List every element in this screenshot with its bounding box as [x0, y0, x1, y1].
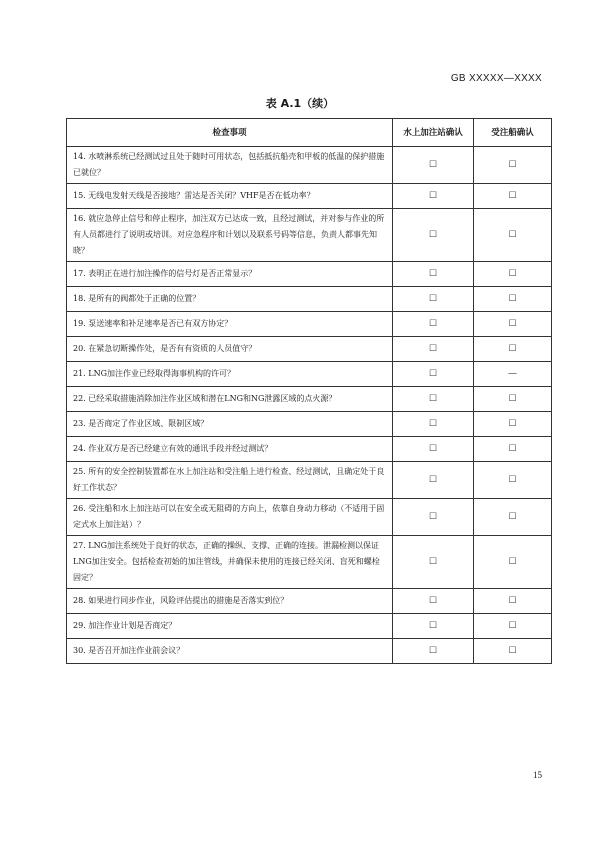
ship-checkbox[interactable]: ☐ — [474, 462, 552, 499]
check-item-text: 14. 水喷淋系统已经测试过且处于随时可用状态，包括抵抗船壳和甲板的低温的保护措施已就位？ — [67, 147, 393, 184]
table-row — [67, 287, 552, 312]
ship-not-applicable: — — [474, 362, 552, 387]
station-checkbox[interactable]: ☐ — [393, 262, 474, 287]
station-checkbox[interactable]: ☐ — [393, 614, 474, 639]
page-number: 15 — [533, 770, 542, 780]
ship-checkbox[interactable]: ☐ — [474, 639, 552, 664]
table-row — [67, 262, 552, 287]
ship-checkbox[interactable]: ☐ — [474, 262, 552, 287]
check-item-text: 18. 是所有的阀都处于正确的位置？ — [67, 287, 393, 312]
ship-checkbox[interactable]: ☐ — [474, 412, 552, 437]
station-checkbox[interactable]: ☐ — [393, 412, 474, 437]
table-row — [67, 209, 552, 262]
ship-checkbox[interactable]: ☐ — [474, 209, 552, 262]
ship-checkbox[interactable]: ☐ — [474, 614, 552, 639]
station-checkbox[interactable]: ☐ — [393, 499, 474, 536]
check-item-text: 15. 无线电发射天线是否接地？雷达是否关闭？VHF是否在低功率？ — [67, 184, 393, 209]
header-check-item: 检查事项 — [67, 119, 393, 147]
table-row — [67, 589, 552, 614]
station-checkbox[interactable]: ☐ — [393, 184, 474, 209]
ship-checkbox[interactable]: ☐ — [474, 287, 552, 312]
check-item-text: 22. 已经采取措施消除加注作业区域和潜在LNG和NG泄露区域的点火源？ — [67, 387, 393, 412]
table-row — [67, 639, 552, 664]
table-caption: 表 A.1（续） — [265, 97, 335, 110]
check-item-text: 23. 是否商定了作业区域、限制区域？ — [67, 412, 393, 437]
ship-checkbox[interactable]: ☐ — [474, 147, 552, 184]
checklist-table — [66, 118, 552, 664]
station-checkbox[interactable]: ☐ — [393, 437, 474, 462]
station-checkbox[interactable]: ☐ — [393, 387, 474, 412]
ship-checkbox[interactable]: ☐ — [474, 499, 552, 536]
ship-checkbox[interactable]: ☐ — [474, 312, 552, 337]
ship-checkbox[interactable]: ☐ — [474, 536, 552, 589]
check-item-text: 27. LNG加注系统处于良好的状态，正确的操纵、支撑、正确的连接。泄漏检测以保证LNG加注安全。包括检查初始的加注管线，并确保未使用的连接已经关闭、盲死和螺栓固定？ — [67, 536, 393, 589]
check-item-text: 30. 是否召开加注作业前会议？ — [67, 639, 393, 664]
check-item-text: 17. 表明正在进行加注操作的信号灯是否正常显示？ — [67, 262, 393, 287]
station-checkbox[interactable]: ☐ — [393, 312, 474, 337]
check-item-text: 28. 如果进行同步作业，风险评估提出的措施是否落实到位？ — [67, 589, 393, 614]
check-item-text: 24. 作业双方是否已经建立有效的通讯手段并经过测试？ — [67, 437, 393, 462]
station-checkbox[interactable]: ☐ — [393, 147, 474, 184]
ship-checkbox[interactable]: ☐ — [474, 337, 552, 362]
station-checkbox[interactable]: ☐ — [393, 362, 474, 387]
table-body — [67, 147, 552, 664]
check-item-text: 26. 受注船和水上加注站可以在安全或无阻碍的方向上，依靠自身动力移动（不适用于固定式水上加注站）？ — [67, 499, 393, 536]
station-checkbox[interactable]: ☐ — [393, 337, 474, 362]
standard-code: GB XXXXX—XXXX — [450, 73, 542, 84]
header-station-confirm: 水上加注站确认 — [393, 119, 474, 147]
table-header-row — [67, 119, 552, 147]
table-row — [67, 499, 552, 536]
header-ship-confirm: 受注船确认 — [474, 119, 552, 147]
ship-checkbox[interactable]: ☐ — [474, 387, 552, 412]
table-row — [67, 412, 552, 437]
ship-checkbox[interactable]: ☐ — [474, 437, 552, 462]
station-checkbox[interactable]: ☐ — [393, 589, 474, 614]
check-item-text: 20. 在紧急切断操作处，是否有有资质的人员值守？ — [67, 337, 393, 362]
station-checkbox[interactable]: ☐ — [393, 209, 474, 262]
table-row — [67, 387, 552, 412]
check-item-text: 21. LNG加注作业已经取得海事机构的许可？ — [67, 362, 393, 387]
table-row — [67, 437, 552, 462]
station-checkbox[interactable]: ☐ — [393, 287, 474, 312]
check-item-text: 29. 加注作业计划是否商定？ — [67, 614, 393, 639]
station-checkbox[interactable]: ☐ — [393, 536, 474, 589]
table-row — [67, 614, 552, 639]
check-item-text: 16. 就应急停止信号和停止程序，加注双方已达成一致，且经过测试，并对参与作业的所有人员都进行了说明或培训。对应急程序和计划以及联系号码等信息，负责人都事先知晓？ — [67, 209, 393, 262]
table-row — [67, 337, 552, 362]
table-row — [67, 312, 552, 337]
station-checkbox[interactable]: ☐ — [393, 462, 474, 499]
check-item-text: 19. 泵送速率和补足速率是否已有双方协定？ — [67, 312, 393, 337]
ship-checkbox[interactable]: ☐ — [474, 589, 552, 614]
table-row — [67, 184, 552, 209]
table-row — [67, 362, 552, 387]
table-row — [67, 462, 552, 499]
ship-checkbox[interactable]: ☐ — [474, 184, 552, 209]
table-row — [67, 147, 552, 184]
check-item-text: 25. 所有的安全控制装置都在水上加注站和受注船上进行检查、经过测试，且确定处于良好工作状态？ — [67, 462, 393, 499]
table-row — [67, 536, 552, 589]
station-checkbox[interactable]: ☐ — [393, 639, 474, 664]
